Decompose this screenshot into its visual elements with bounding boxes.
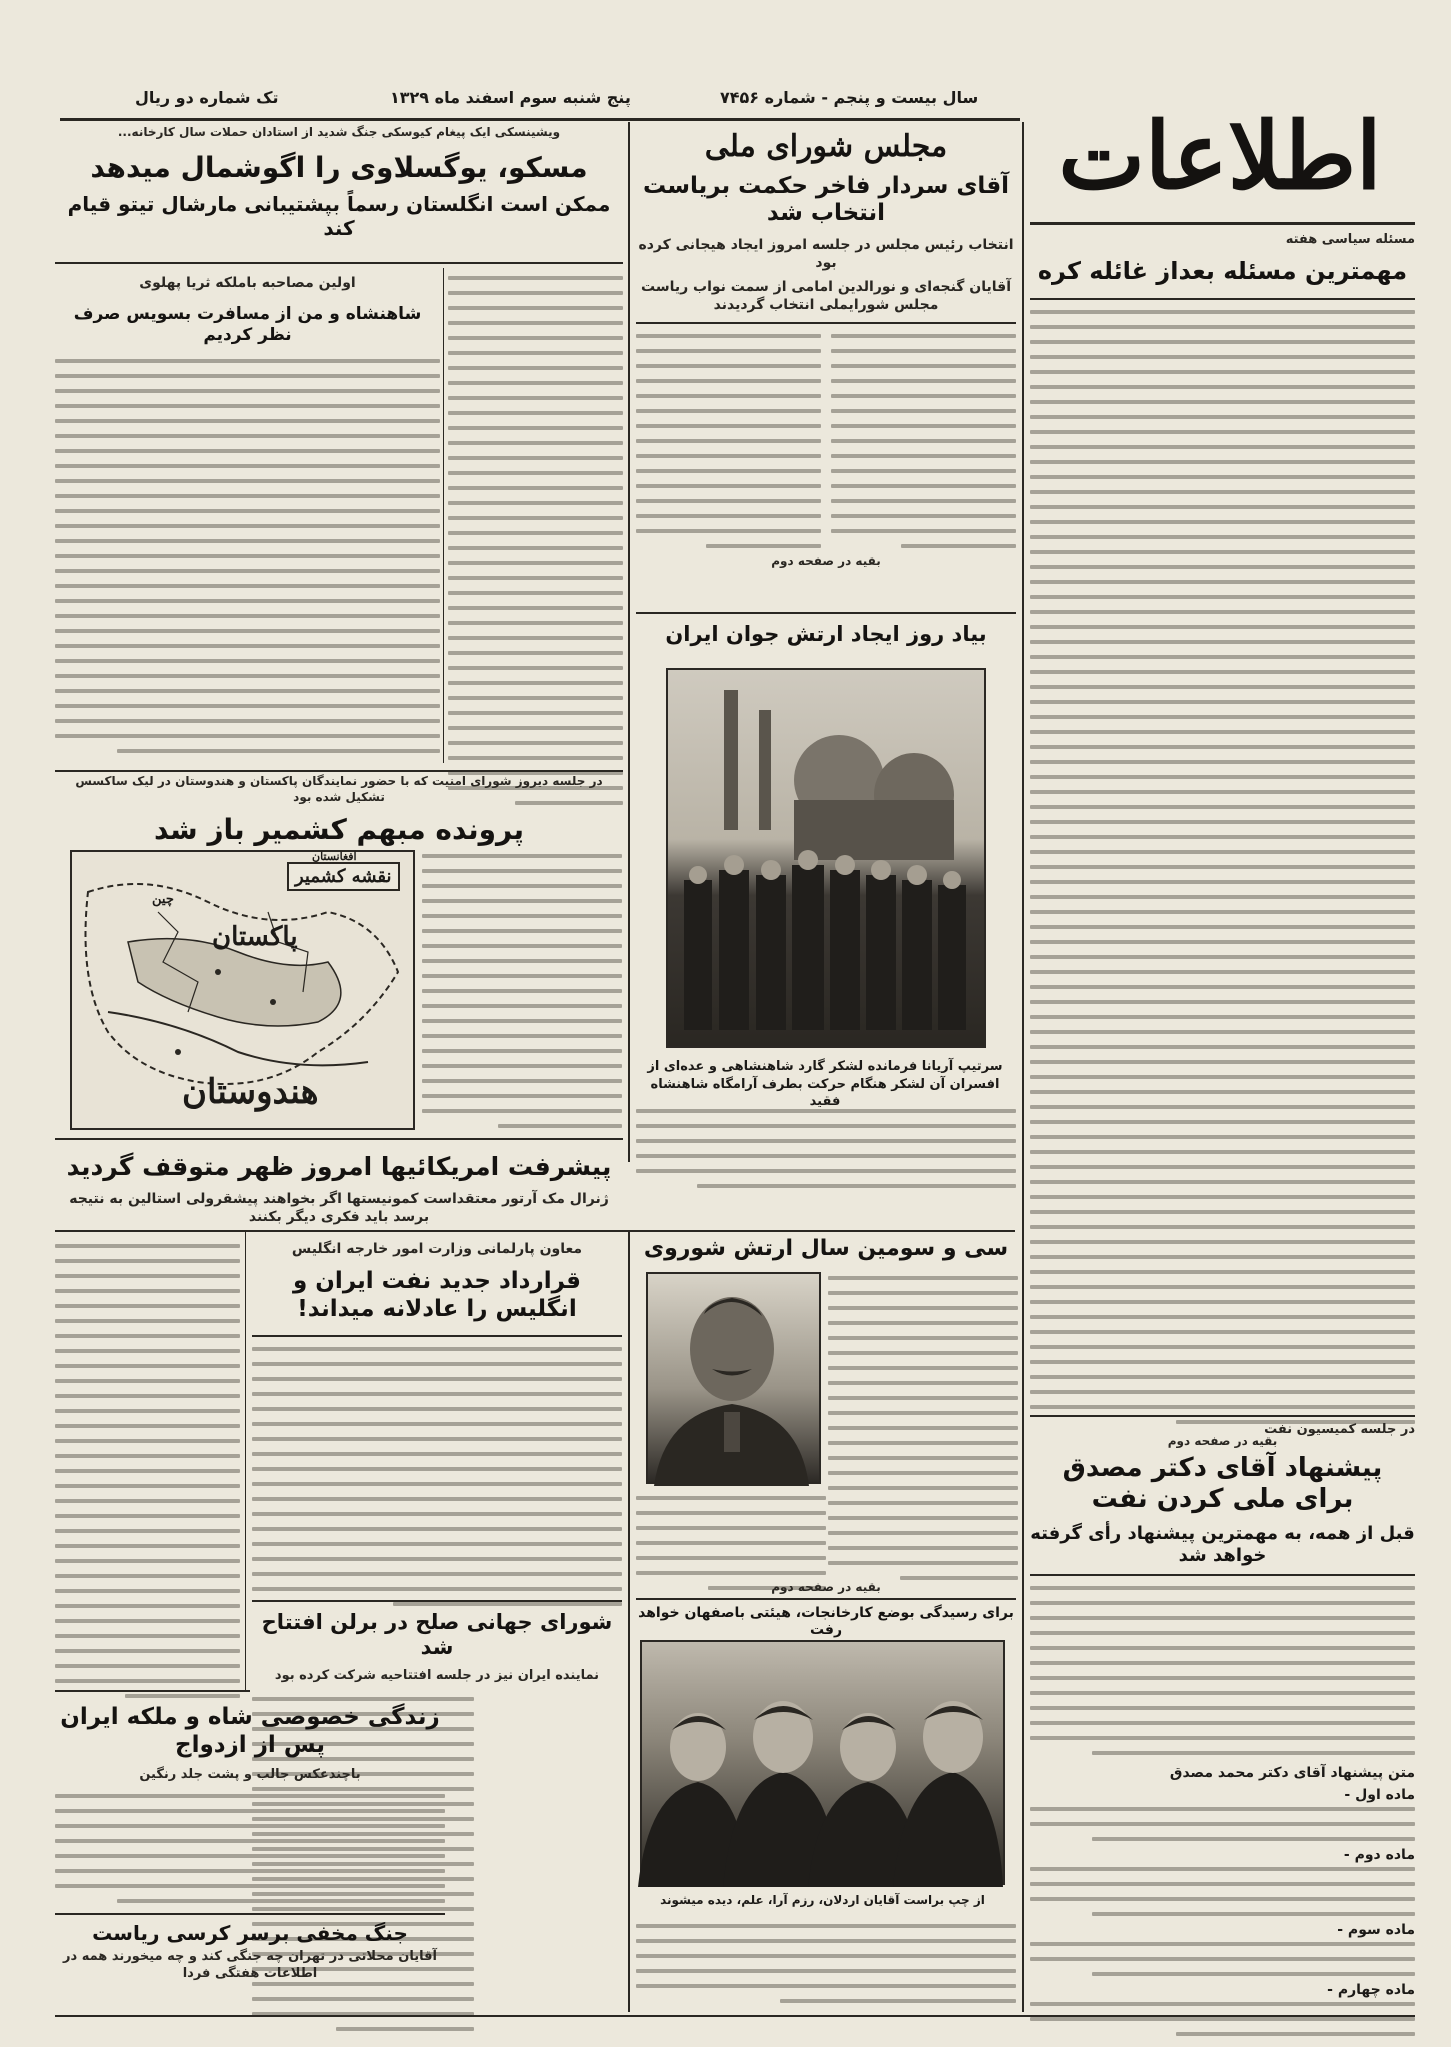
rule	[636, 322, 1016, 324]
rule	[252, 1335, 622, 1337]
masthead-rule	[1030, 222, 1415, 225]
isfahan-headline: برای رسیدگی بوضع کارخانجات، هیئتی باصفهان خواهد رفت	[638, 1605, 1014, 1638]
mosaddegh-headline: پیشنهاد آقای دکتر مصدق برای ملی کردن نفت	[1062, 1452, 1383, 1515]
kashmir-text	[422, 850, 622, 1132]
text-block	[55, 355, 440, 753]
text-block	[1030, 1803, 1415, 1841]
korea-article	[55, 1148, 623, 1238]
column-divider	[443, 268, 444, 763]
issue-line: سال بیست و پنجم - شماره ۷۴۵۶	[720, 88, 979, 107]
column-divider	[245, 1232, 246, 1692]
right-headline: مهمترین مسئله بعداز غائله کره	[1037, 256, 1408, 285]
army-day-caption: سرتیپ آریانا فرمانده لشکر گارد شاهنشاهی و عده‌ای از افسران آن لشکر هنگام حرکت بطرف آرامگاه شاهنشاه فقید	[647, 1059, 1003, 1110]
moscow-headline: مسکو، یوگسلاوی را اگوشمال میدهد	[90, 150, 588, 184]
text-block	[828, 1272, 1018, 1580]
date-line: پنج شنبه سوم اسفند ماه ۱۳۲۹	[390, 88, 631, 107]
private-life-headline: زندگی خصوصی شاه و ملکه ایران پس از ازدواج	[60, 1704, 440, 1758]
text-block	[636, 330, 821, 548]
mosaddegh-subhead: قبل از همه، به مهمترین پیشنهاد رأی گرفته خواهد شد	[1030, 1523, 1415, 1566]
column-divider	[628, 122, 630, 1162]
text-block	[1030, 306, 1415, 1424]
rule	[252, 1600, 622, 1602]
parliament-section-title: مجلس شورای ملی	[704, 129, 948, 164]
kashmir-headline: پرونده مبهم کشمیر باز شد	[153, 813, 524, 847]
army-day-text	[636, 1105, 1016, 1205]
parliament-headline: آقای سردار فاخر حکمت بریاست انتخاب شد	[642, 172, 1010, 227]
column-divider	[628, 1232, 630, 2012]
stalin-image	[644, 1274, 819, 1486]
text-block	[55, 1240, 240, 1698]
parliament-subhead-2: آقایان گنجه‌ای و نورالدین امامی از سمت نواب ریاست مجلس شورایملی انتخاب گردیدند	[641, 279, 1011, 314]
korea-text	[55, 1240, 240, 1690]
parliament-article	[636, 128, 1016, 608]
parliament-continued: بقیه در صفحه دوم	[771, 554, 881, 569]
article-4: ماده چهارم -	[1327, 1982, 1415, 1999]
rule	[55, 1690, 250, 1692]
private-life-article	[55, 1696, 445, 2026]
royal-article	[55, 268, 440, 768]
rule	[55, 770, 623, 772]
stalin-photo	[646, 1272, 821, 1484]
article-3: ماده سوم -	[1337, 1922, 1415, 1939]
peace-headline: شورای جهانی صلح در برلن افتتاح شد	[261, 1610, 613, 1660]
rule	[636, 1598, 1016, 1600]
header-rule	[60, 118, 1020, 121]
article-2: ماده دوم -	[1343, 1847, 1415, 1864]
column-divider	[1022, 122, 1024, 2012]
peace-subhead: نماینده ایران نیز در جلسه افتتاحیه شرکت کرده بود	[274, 1668, 600, 1684]
mosaddegh-article	[1030, 1422, 1415, 2012]
section-label: مسئله سیاسی هفته	[1285, 232, 1415, 247]
oil-kicker: معاون پارلمانی وزارت امور خارجه انگلیس	[291, 1241, 583, 1257]
army-day-photo	[666, 668, 986, 1048]
rule	[55, 262, 623, 264]
text-block	[1030, 1938, 1415, 1976]
isfahan-caption: از چپ براست آقایان اردلان، رزم آرا، علم، دیده میشوند	[660, 1893, 985, 1907]
rule	[1030, 1574, 1415, 1576]
oil-article	[252, 1240, 622, 1620]
text-block	[422, 850, 622, 1128]
map-label-china: چین	[152, 892, 174, 907]
army-day-headline: بیاد روز ایجاد ارتش جوان ایران	[665, 622, 987, 646]
map-label-afghanistan: افغانستان	[312, 850, 357, 863]
text-block	[831, 330, 1016, 548]
isfahan-image	[638, 1642, 1003, 1887]
proposal-label: متن پیشنهاد آقای دکتر محمد مصدق	[1169, 1765, 1415, 1782]
text-block	[1030, 1863, 1415, 1916]
text-block	[1030, 1998, 1415, 2036]
kashmir-kicker: در جلسه دیروز شورای امنیت که با حضور نمایندگان پاکستان و هندوستان در لیک ساکسس تشکیل شده بود	[75, 774, 603, 804]
secret-subhead: آقایان محلاتی در تهران چه جنگی کند و چه میخورند همه در اطلاعات هفتگی فردا	[63, 1949, 437, 1981]
isfahan-photo	[640, 1640, 1005, 1885]
text-block	[1030, 1582, 1415, 1755]
text-block	[636, 1492, 826, 1590]
royal-headline: شاهنشاه و من از مسافرت بسویس صرف نظر کردیم	[73, 304, 422, 345]
mosaddegh-kicker: در جلسه کمیسیون نفت	[1264, 1422, 1415, 1437]
rule	[1030, 1415, 1415, 1417]
map-label-pakistan: پاکستان	[212, 922, 298, 952]
text-block	[448, 272, 623, 805]
rule	[1030, 298, 1415, 300]
text-block	[55, 1790, 445, 1903]
isfahan-text	[636, 1920, 1016, 2010]
korea-headline: پیشرفت امریکائیها امروز ظهر متوقف گردید	[66, 1152, 612, 1181]
kashmir-map	[70, 850, 415, 1130]
continued-label: بقیه در صفحه دوم	[1167, 1433, 1278, 1448]
text-block	[252, 1343, 622, 1606]
text-block	[636, 1105, 1016, 1188]
moscow-kicker: ویشینسکی ایک پیغام کیوسکی جنگ شدید از استادان حملات سال کارخانه...	[117, 125, 561, 139]
bottom-rule	[55, 2015, 1415, 2017]
royal-kicker: اولین مصاحبه باملکه ثریا پهلوی	[139, 275, 356, 291]
moscow-subhead: ممکن است انگلستان رسماً بپشتیبانی مارشال تیتو قیام کند	[67, 192, 611, 241]
rule	[55, 1913, 445, 1915]
soviet-continued: بقیه در صفحه دوم	[771, 1580, 881, 1594]
masthead: اطلاعات	[1058, 102, 1382, 210]
map-title: نقشه کشمیر	[287, 862, 400, 891]
article-1: ماده اول -	[1344, 1787, 1415, 1804]
parliament-subhead: انتخاب رئیس مجلس در جلسه امروز ایجاد هیجانی کرده بود	[638, 236, 1014, 271]
kashmir-article	[55, 774, 623, 847]
moscow-article	[55, 125, 623, 275]
secret-headline: جنگ مخفی برسر کرسی ریاست	[92, 1921, 408, 1946]
moscow-text	[448, 272, 623, 762]
rule	[636, 612, 1016, 614]
soviet-text	[828, 1272, 1018, 1602]
price-line: تک شماره دو ریال	[135, 88, 279, 107]
army-day-image	[664, 670, 984, 1050]
text-block	[636, 1920, 1016, 2003]
soviet-headline: سی و سومین سال ارتش شوروی	[643, 1236, 1009, 1261]
korea-subhead: ژنرال مک آرتور معتقداست کمونیستها اگر بخواهند پیشقرولی استالین به نتیجه برسد باید فکری دیگر بکنند	[69, 1191, 609, 1226]
private-life-subhead: باچندعکس جالب و پشت جلد رنگین	[139, 1767, 361, 1783]
oil-headline: قرارداد جدید نفت ایران و انگلیس را عادلانه میداند!	[293, 1268, 581, 1322]
map-label-india: هندوستان	[182, 1072, 319, 1112]
rule	[55, 1138, 623, 1140]
